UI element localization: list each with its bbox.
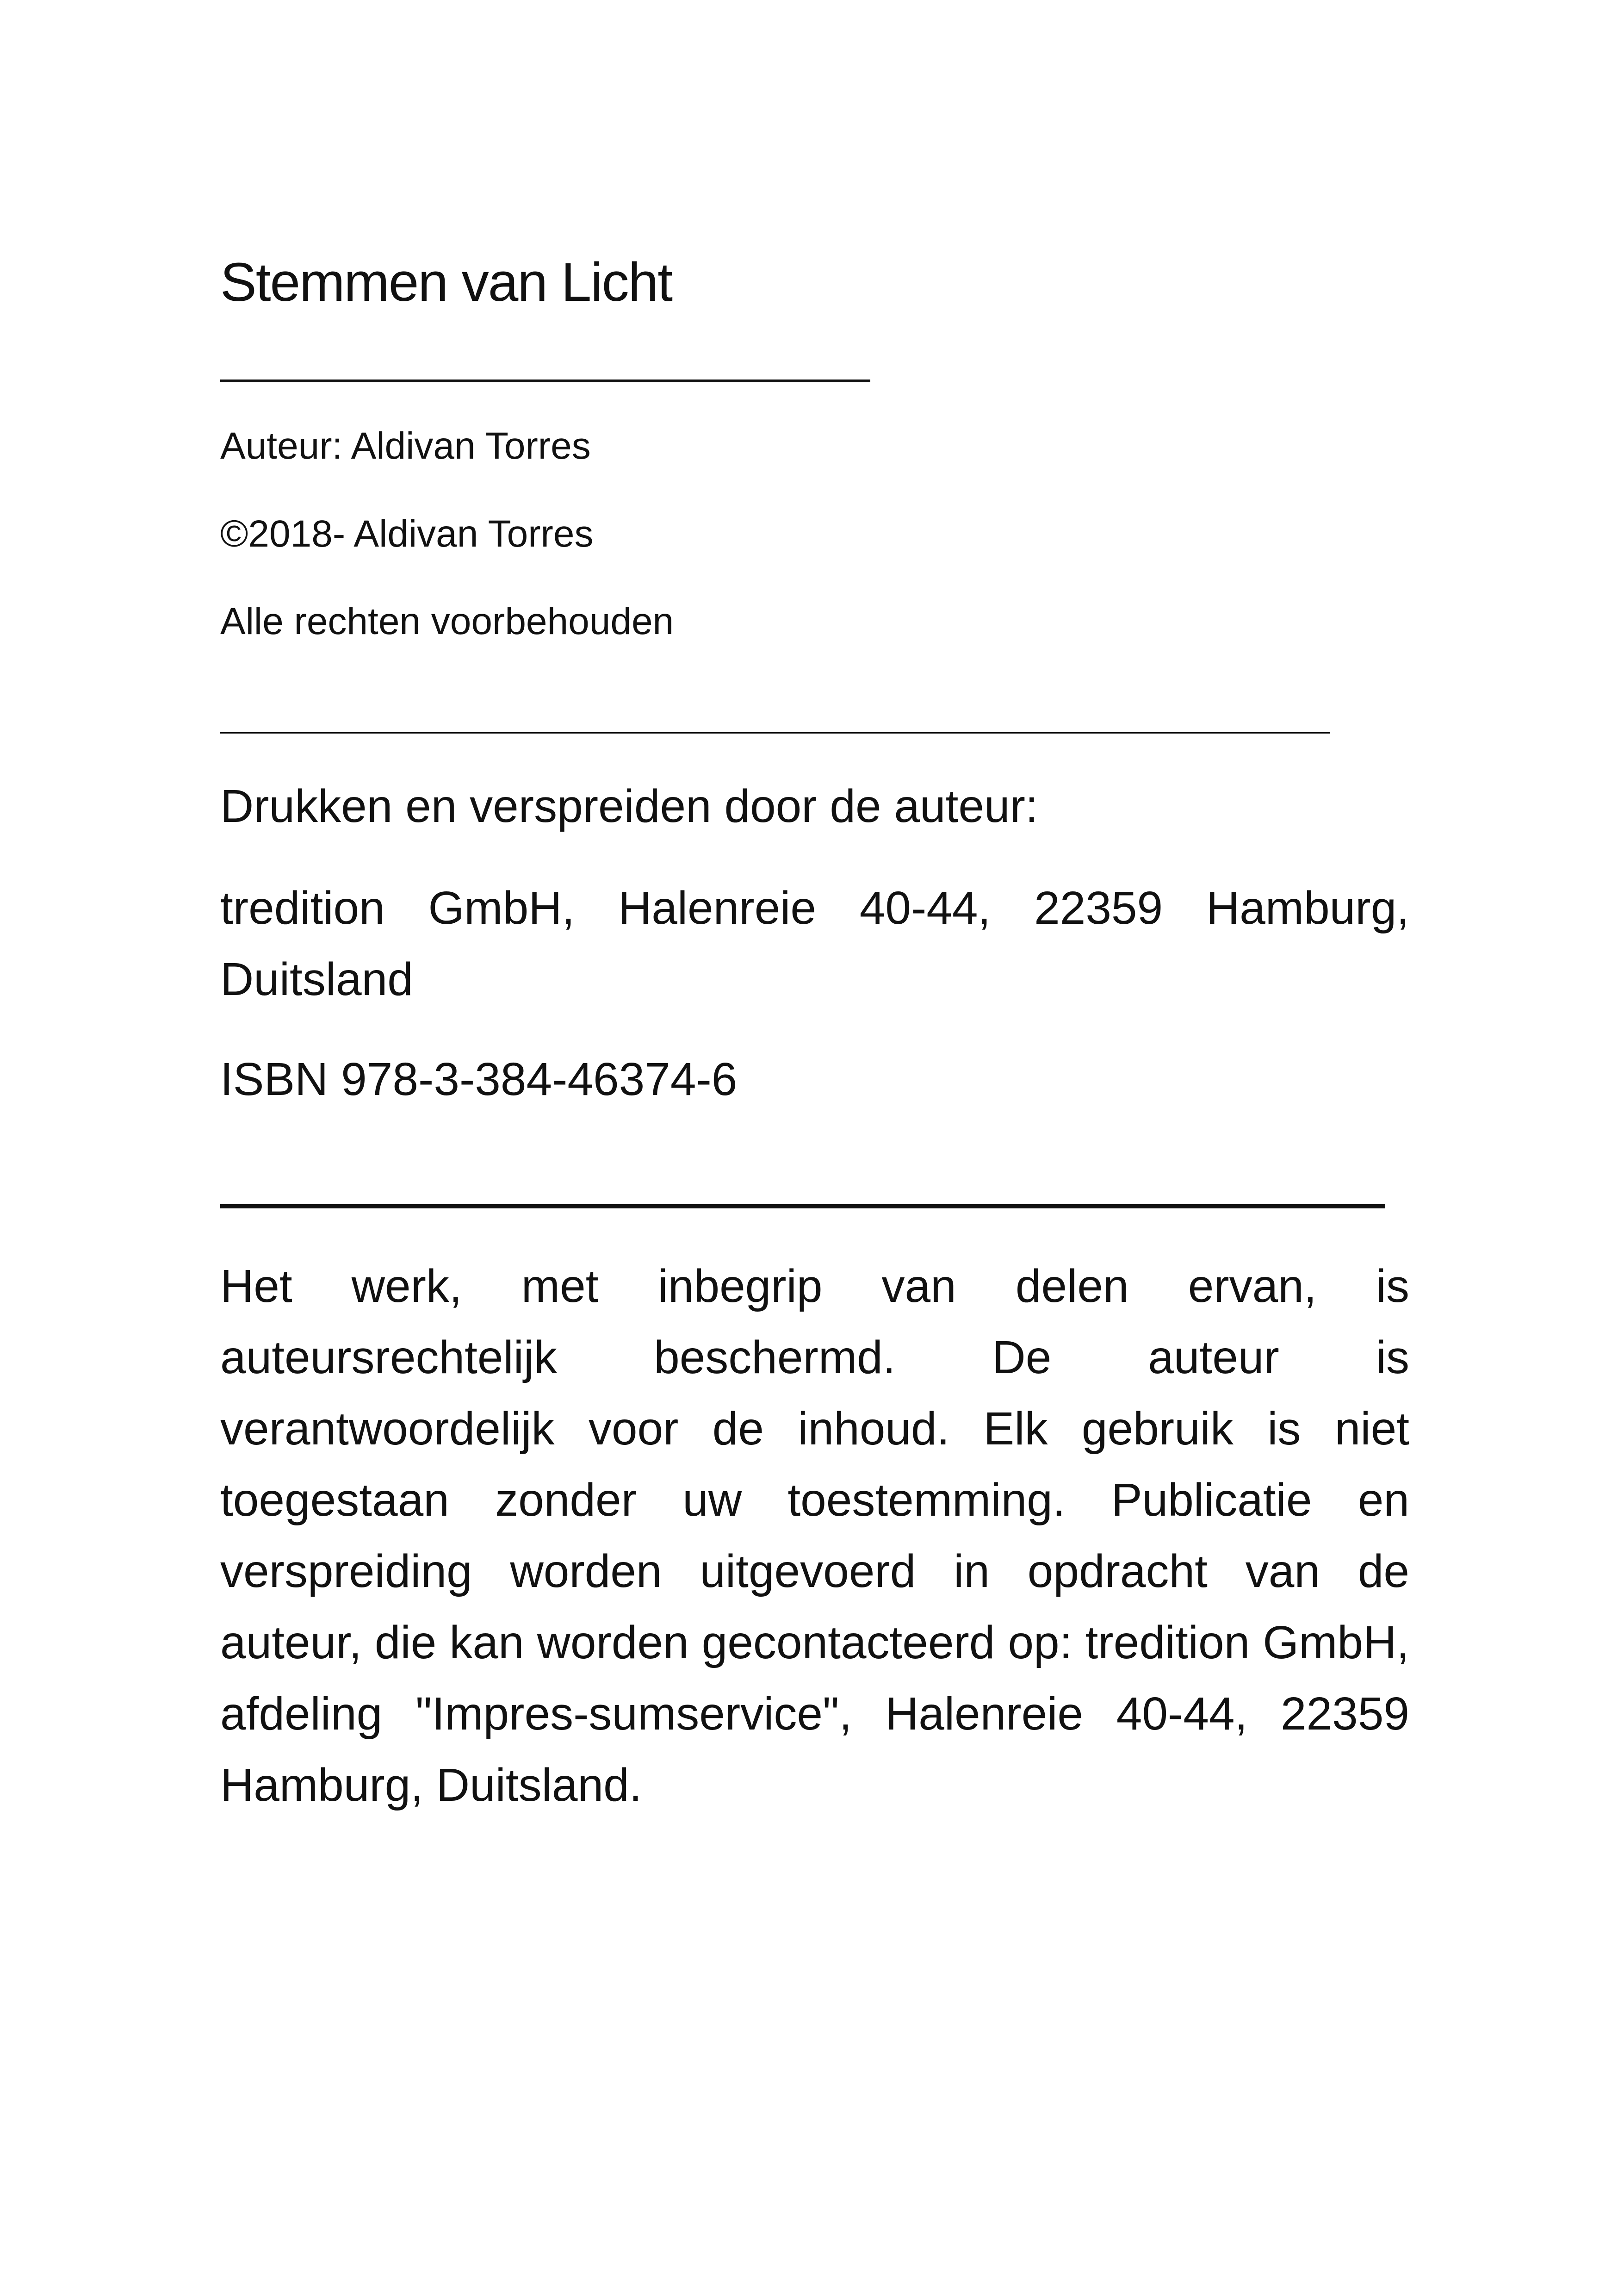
divider-thin: [220, 732, 1330, 734]
title-underline: [220, 380, 870, 382]
publisher-address: tredition GmbH, Halenreie 40-44, 22359 Hamburg, Duitsland: [220, 882, 1409, 1005]
book-title: Stemmen van Licht: [220, 252, 672, 313]
isbn-line: ISBN 978-3-384-46374-6: [220, 1053, 738, 1105]
printed-by-line: Drukken en verspreiden door de auteur:: [220, 780, 1038, 832]
copyright-line: ©2018- Aldivan Torres: [220, 513, 594, 555]
legal-notice-paragraph: Het werk, met inbegrip van delen ervan, is auteursrechtelijk beschermd. De auteur is verantwoordelijk voor de inhoud. Elk gebruik is niet toegestaan zonder uw toestemming. Publicatie en verspreiding worden uitgevoerd in opdracht van de auteur, die kan worden gecontacteerd op: tredition GmbH, afdeling "Impres-sumservice", Halenreie 40-44, 22359 Hamburg, Duitsland.: [220, 1260, 1409, 1811]
author-line: Auteur: Aldivan Torres: [220, 425, 591, 467]
divider-thick: [220, 1204, 1385, 1208]
rights-line: Alle rechten voorbehouden: [220, 600, 674, 642]
